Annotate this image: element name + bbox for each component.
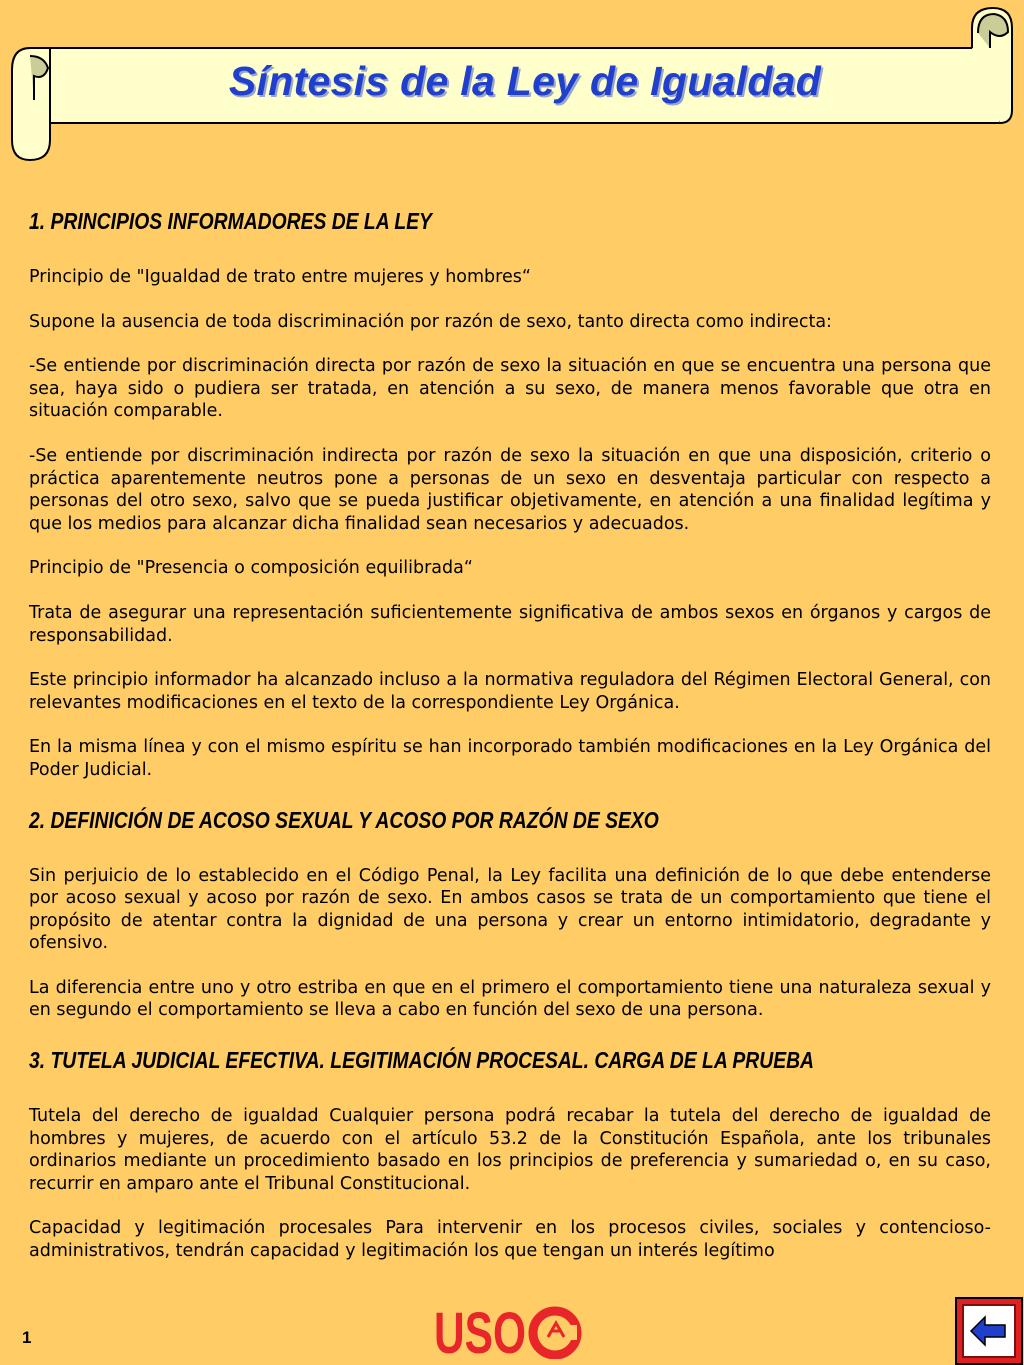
paragraph: -Se entiende por discriminación indirecta por razón de sexo la situación en que una disposición, criterio o práctica aparentemente neutros pone a personas de un sexo en desventaja particular con respecto a personas del otro sexo, salvo que se pueda justificar objetivamente, en atención a una finalidad legítima y que los medios para alcanzar dicha finalidad sean necesarios y adecuados.: [29, 445, 991, 534]
section-principios: [29, 206, 991, 782]
section-acoso: [29, 805, 991, 1023]
page-number: 1: [22, 1328, 32, 1347]
document-body: [29, 200, 991, 1263]
uso-logo: [434, 1303, 582, 1359]
paragraph: Principio de "Igualdad de trato entre mujeres y hombres“: [29, 267, 531, 287]
paragraph: -Se entiende por discriminación directa por razón de sexo la situación en que se encuentra una persona que sea, haya sido o pudiera ser tratada, en atención a su sexo, de manera menos favorable que otra en situación comparable.: [29, 356, 991, 422]
paragraph: Trata de asegurar una representación suficientemente significativa de ambos sexos en órganos y cargos de responsabilidad.: [29, 602, 991, 646]
back-button[interactable]: [955, 1297, 1023, 1365]
paragraph: Sin perjuicio de lo establecido en el Código Penal, la Ley facilita una definición de lo que debe entenderse por acoso sexual y acoso por razón de sexo. En ambos casos se trata de un comportamiento que tiene el propósito de atentar contra la dignidad de una persona y crear un entorno intimidatorio, degradante y ofensivo.: [29, 865, 991, 954]
paragraph: La diferencia entre uno y otro estriba en que en el primero el comportamiento tiene una naturaleza sexual y en segundo el comportamiento se lleva a cabo en función del sexo de una persona.: [29, 977, 991, 1021]
section-heading: 3. TUTELA JUDICIAL EFECTIVA. LEGITIMACIÓN PROCESAL. CARGA DE LA PRUEBA: [29, 1047, 815, 1074]
paragraph: Este principio informador ha alcanzado incluso a la normativa reguladora del Régimen Electoral General, con relevantes modificaciones en el texto de la correspondiente Ley Orgánica.: [29, 670, 991, 713]
section-heading: 1. PRINCIPIOS INFORMADORES DE LA LEY: [29, 208, 432, 234]
paragraph: En la misma línea y con el mismo espíritu se han incorporado también modificaciones en la Ley Orgánica del Poder Judicial.: [29, 737, 991, 780]
paragraph: Supone la ausencia de toda discriminación por razón de sexo, tanto directa como indirecta:: [29, 311, 832, 332]
logo-text: USO: [434, 1303, 526, 1359]
paragraph: Principio de "Presencia o composición equilibrada“: [29, 558, 473, 579]
section-heading: 2. DEFINICIÓN DE ACOSO SEXUAL Y ACOSO POR RAZÓN DE SEXO: [29, 806, 659, 833]
paragraph: Capacidad y legitimación procesales Para intervenir en los procesos civiles, sociales y contencioso-administrativos, tendrán capacidad y legitimación los que tengan un interés legítimo: [29, 1218, 991, 1262]
page-title: Síntesis de la Ley de Igualdad: [228, 58, 822, 104]
paragraph: Tutela del derecho de igualdad Cualquier persona podrá recabar la tutela del derecho de igualdad de hombres y mujeres, de acuerdo con el artículo 53.2 de la Constitución Española, ante los tribunales ordinarios mediante un procedimiento basado en los principios de preferencia y sumariedad o, en su caso, recurrir en amparo ante el Tribunal Constitucional.: [29, 1106, 991, 1194]
section-tutela: [29, 1045, 991, 1263]
